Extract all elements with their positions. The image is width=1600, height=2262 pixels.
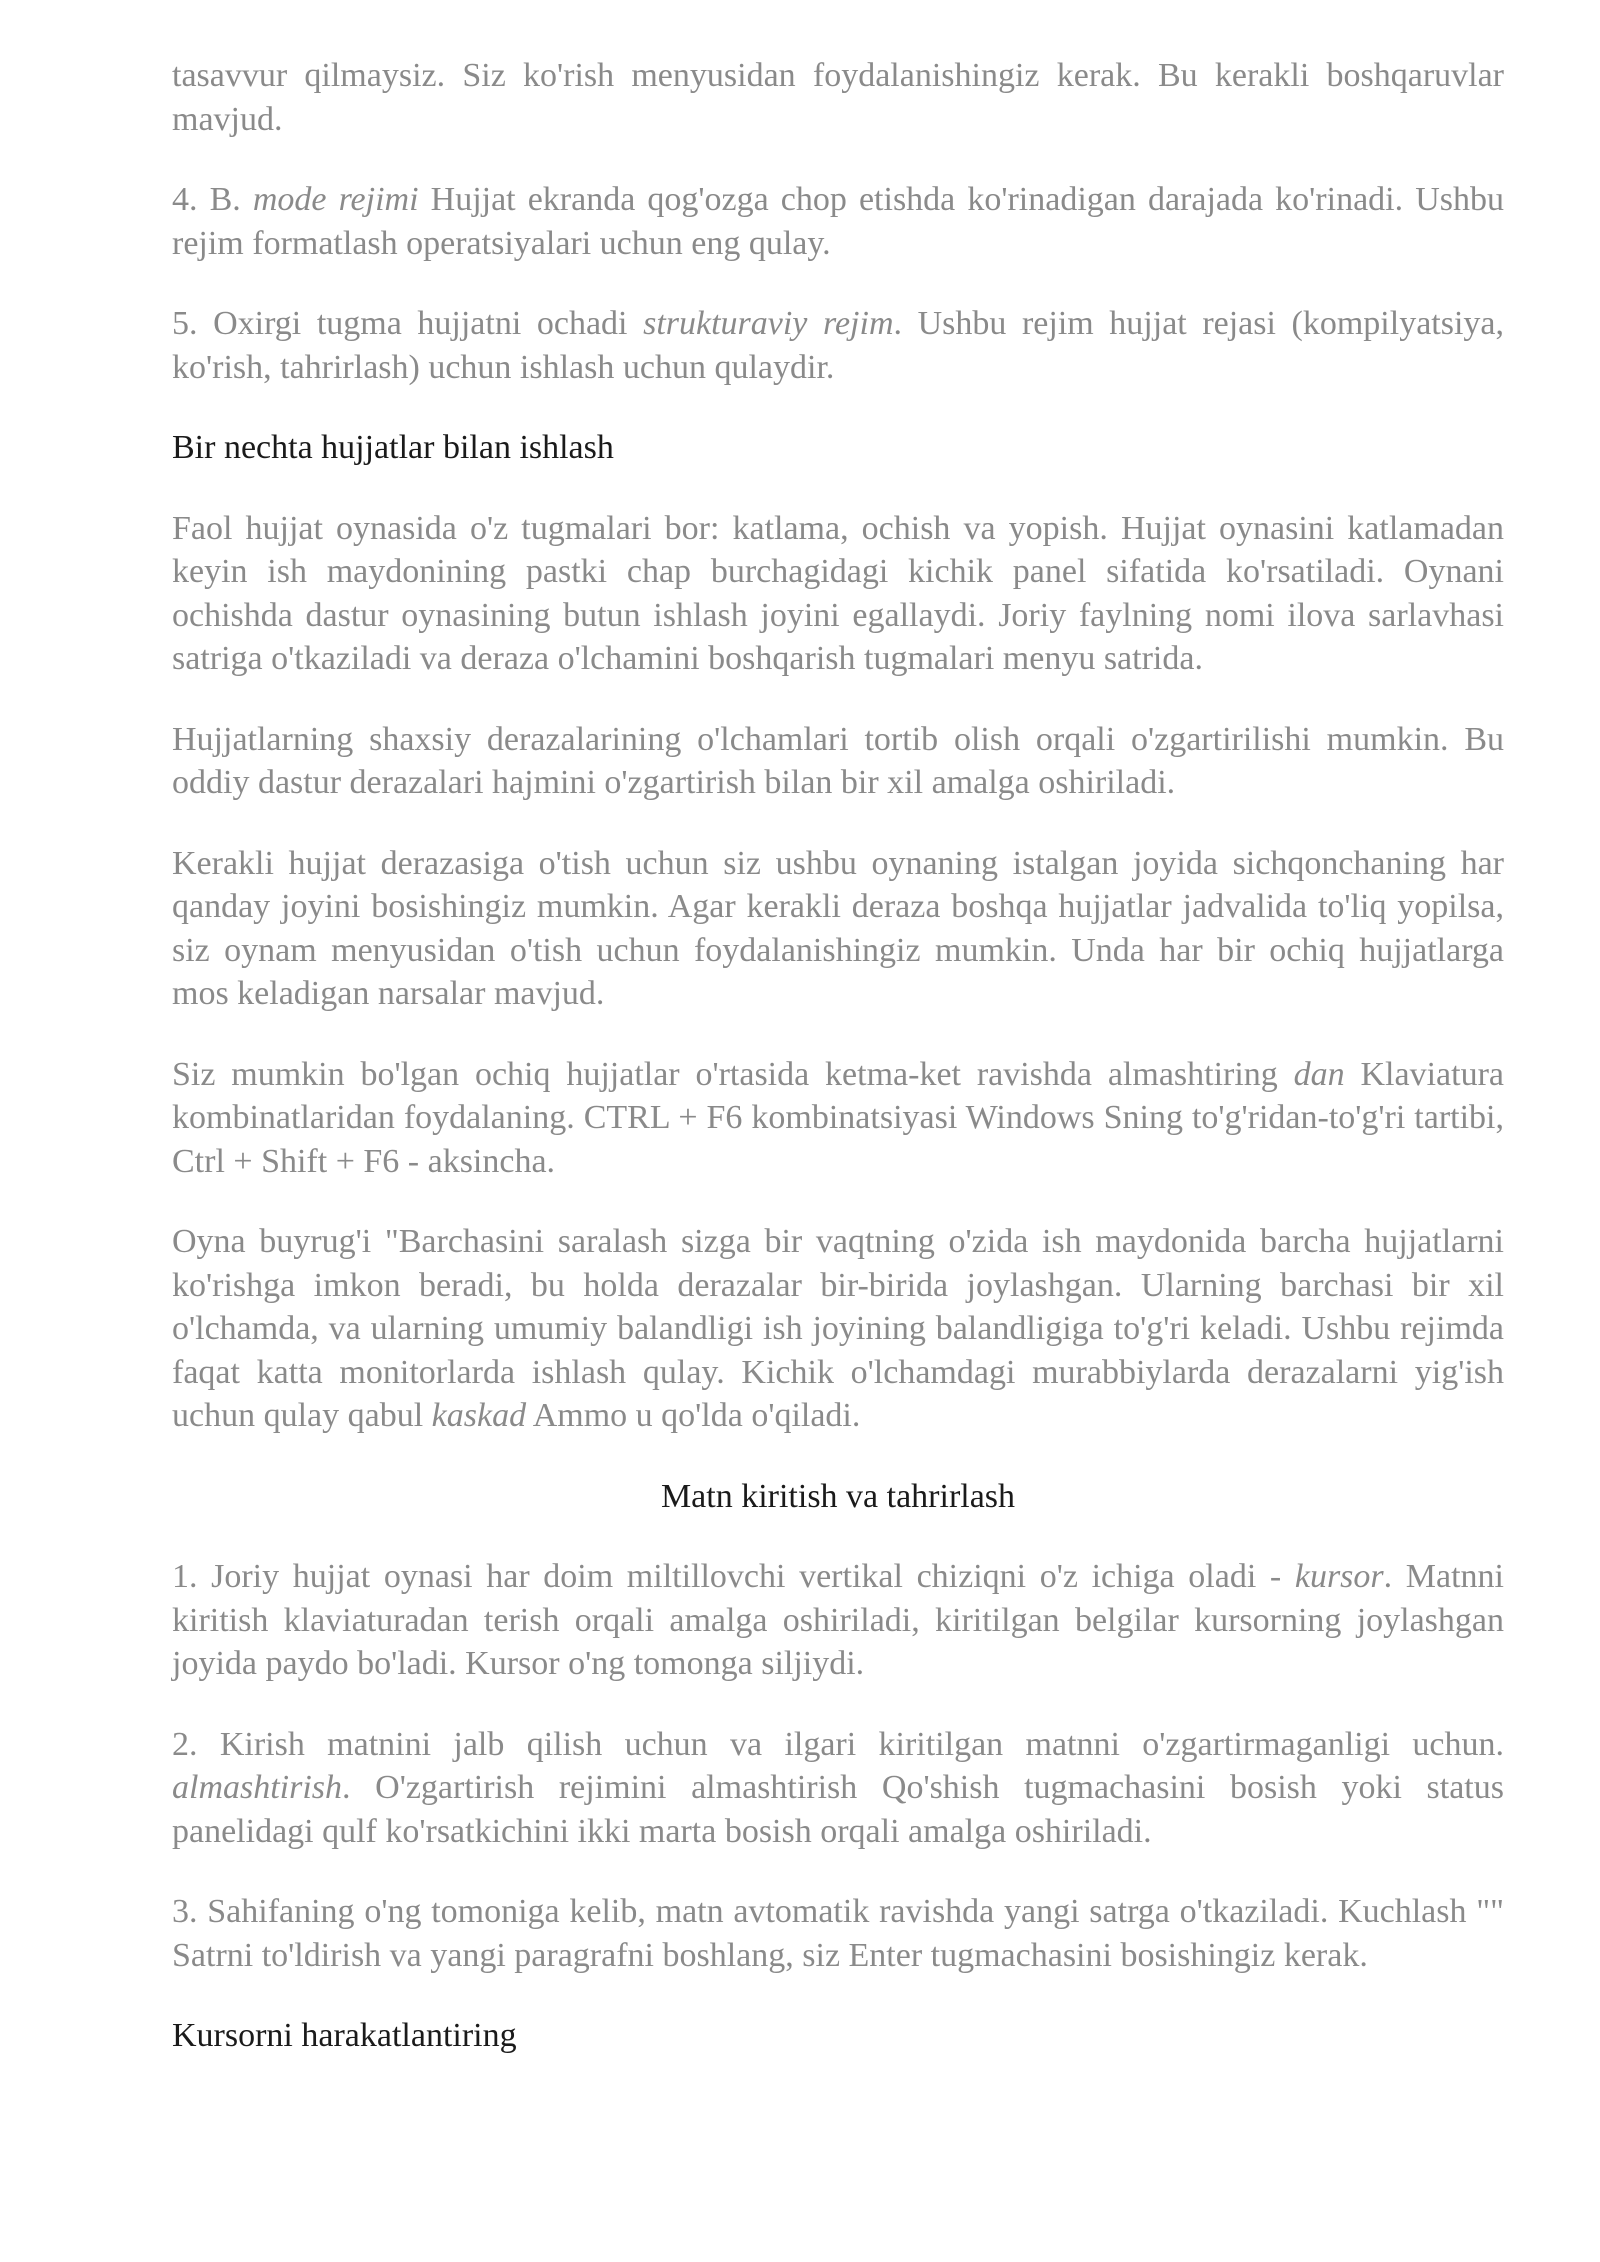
paragraph <box>172 1723 1504 1854</box>
italic-term: mode rejimi <box>252 181 419 218</box>
paragraph-text: . Ushbu rejim hujjat rejasi (kompilyatsiya, ko'rish, tahrirlash) uchun ishlash uchun qulaydir. <box>172 305 1505 386</box>
paragraph-text: Faol hujjat oynasida o'z tugmalari bor: katlama, ochish va yopish. Hujjat oynasini katlamadan keyin ish maydonining pastki chap burchagidagi kichik panel sifatida ko'rsatiladi. Oynani ochishda dastur oynasining butun ishlash joyini egallaydi. Joriy faylning nomi ilova sarlavhasi satriga o'tkaziladi va deraza o'lchamini boshqarish tugmalari menyu satrida. <box>172 509 1504 677</box>
paragraph <box>172 54 1504 141</box>
paragraph-text: Hujjat ekranda qog'ozga chop etishda ko'rinadigan darajada ko'rinadi. Ushbu rejim formatlash operatsiyalari uchun eng qulay. <box>172 181 1504 262</box>
paragraph-text: 1. Joriy hujjat oynasi har doim miltillovchi vertikal chiziqni o'z ichiga oladi - <box>172 1558 1295 1595</box>
italic-term: kursor <box>1294 1558 1384 1595</box>
paragraph <box>172 1220 1504 1438</box>
section-heading: Bir nechta hujjatlar bilan ishlash <box>172 429 614 466</box>
paragraph-text: Kerakli hujjat derazasiga o'tish uchun siz ushbu oynaning istalgan joyida sichqonchaning har qanday joyini bosishingiz mumkin. Agar kerakli deraza boshqa hujjatlar jadvalida to'liq yopilsa, siz oynam menyusidan o'tish uchun foydalanishingiz mumkin. Unda har bir ochiq hujjatlarga mos keladigan narsalar mavjud. <box>172 844 1504 1012</box>
paragraph <box>172 1555 1504 1686</box>
paragraph <box>172 842 1504 1016</box>
paragraph-text: tasavvur qilmaysiz. Siz ko'rish menyusidan foydalanishingiz kerak. Bu kerakli boshqaruvlar mavjud. <box>172 57 1504 138</box>
italic-term: dan <box>1293 1055 1345 1093</box>
paragraph-text: 4. B. <box>172 181 253 218</box>
document-page <box>172 54 1504 2095</box>
paragraph-text: . Matnni kiritish klaviaturadan terish orqali amalga oshiriladi, kiritilgan belgilar kursorning joylashgan joyida paydo bo'ladi. Kursor o'ng tomonga siljiydi. <box>172 1558 1505 1682</box>
italic-term: almashtirish <box>172 1769 343 1806</box>
paragraph-text: 3. Sahifaning o'ng tomoniga kelib, matn avtomatik ravishda yangi satrga o'tkaziladi. Kuchlash "" Satrni to'ldirish va yangi paragrafni boshlang, siz Enter tugmachasini bosishingiz kerak. <box>172 1893 1504 1974</box>
paragraph-text: Siz mumkin bo'lgan ochiq hujjatlar o'rtasida ketma-ket ravishda almashtiring <box>172 1055 1294 1093</box>
paragraph <box>172 1053 1504 1184</box>
italic-term: strukturaviy rejim <box>643 305 894 342</box>
paragraph <box>172 718 1504 805</box>
paragraph-text: 5. Oxirgi tugma hujjatni ochadi <box>172 305 644 342</box>
italic-term: kaskad <box>431 1397 527 1434</box>
paragraph-text: 2. Kirish matnini jalb qilish uchun va ilgari kiritilgan matnni o'zgartirmaganligi uchun. <box>172 1725 1504 1763</box>
paragraph <box>172 507 1504 681</box>
paragraph-text: Ammo u qo'lda o'qiladi. <box>526 1397 861 1434</box>
paragraph-text: Oyna buyrug'i "Barchasini saralash sizga bir vaqtning o'zida ish maydonida barcha hujjatlarni ko'rishga imkon beradi, bu holda derazalar bir-birida joylashgan. Ularning barchasi bir xil o'lchamda, va ularning umumiy balandligi ish joyining balandligiga to'g'ri keladi. Ushbu rejimda faqat katta monitorlarda ishlash qulay. Kichik o'lchamdagi murabbiylarda derazalarni yig'ish uchun qulay qabul <box>172 1223 1504 1434</box>
section-heading: Kursorni harakatlantiring <box>172 2017 517 2054</box>
paragraph-text: Klaviatura kombinatlaridan foydalaning. CTRL + F6 kombinatsiyasi Windows Sning to'g'ridan-to'g'ri tartibi, Ctrl + Shift + F6 - aksincha. <box>172 1055 1504 1180</box>
centered-section-heading: Matn kiritish va tahrirlash <box>660 1477 1016 1515</box>
paragraph <box>172 178 1504 265</box>
paragraph <box>172 302 1504 389</box>
paragraph <box>172 1890 1504 1977</box>
paragraph-text: Hujjatlarning shaxsiy derazalarining o'lchamlari tortib olish orqali o'zgartirilishi mumkin. Bu oddiy dastur derazalari hajmini o'zgartirish bilan bir xil amalga oshiriladi. <box>172 720 1504 801</box>
paragraph-text: . O'zgartirish rejimini almashtirish Qo'shish tugmachasini bosish yoki status panelidagi qulf ko'rsatkichini ikki marta bosish orqali amalga oshiriladi. <box>172 1769 1504 1850</box>
